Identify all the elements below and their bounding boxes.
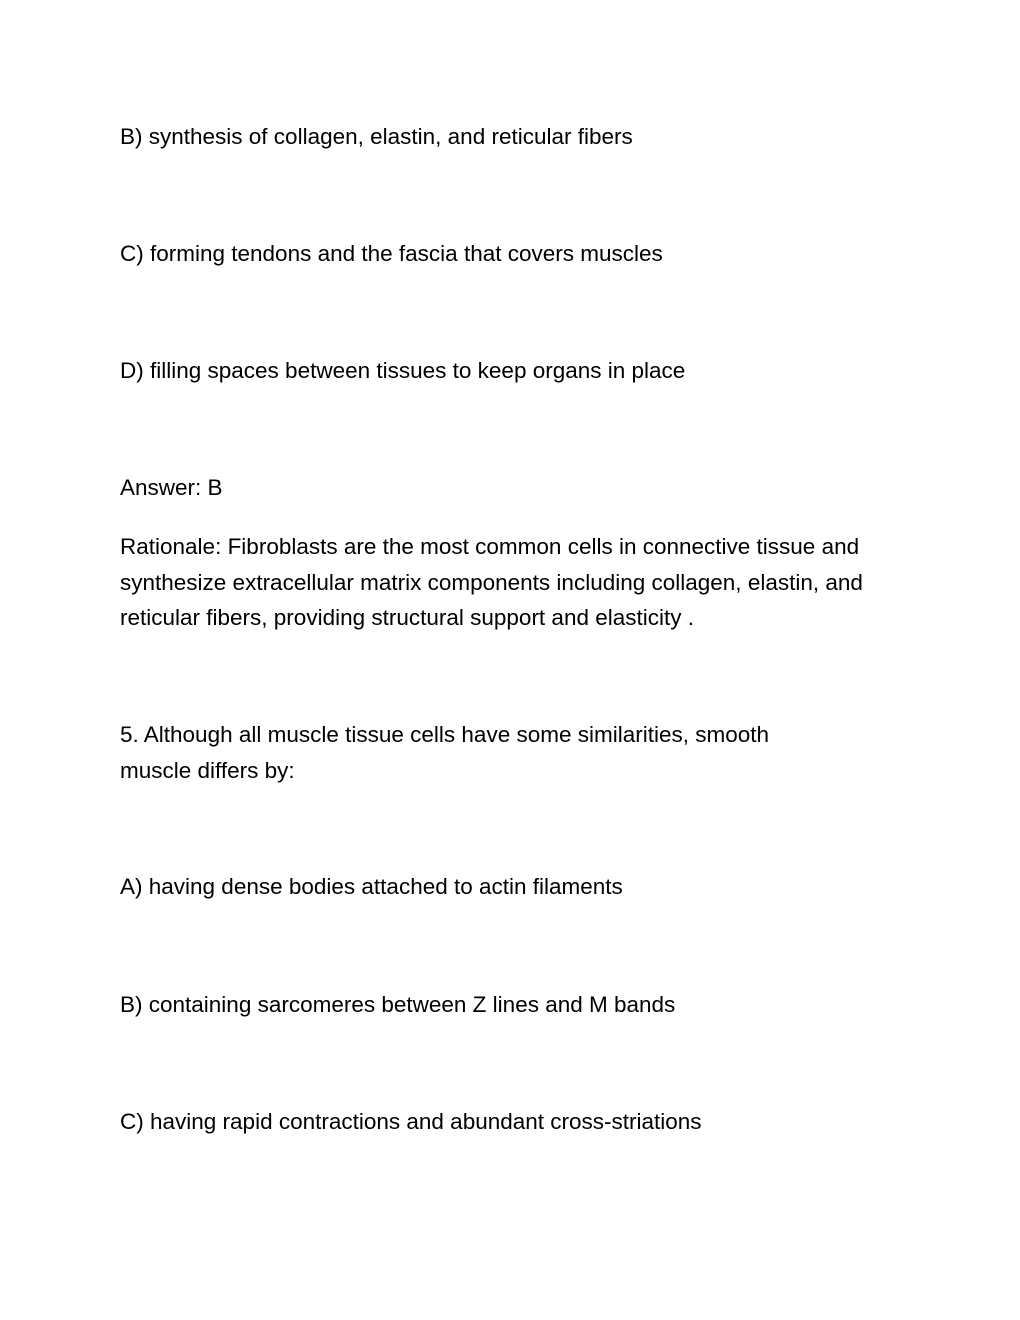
q4-answer: Answer: B — [120, 475, 223, 500]
q5-option-c: C) having rapid contractions and abundant cross-striations — [120, 1109, 702, 1134]
q4-option-b: B) synthesis of collagen, elastin, and reticular fibers — [120, 124, 633, 149]
q4-rationale: Rationale: Fibroblasts are the most common cells in connective tissue and synthesize extracellular matrix components including collagen, elastin, and reticular fibers, providing structural support and elasticity . — [120, 534, 863, 630]
q5-option-b: B) containing sarcomeres between Z lines and M bands — [120, 992, 676, 1017]
q5-stem: 5. Although all muscle tissue cells have some similarities, smooth muscle differs by: — [120, 722, 770, 783]
q4-option-c: C) forming tendons and the fascia that covers muscles — [120, 241, 663, 266]
q5-option-a: A) having dense bodies attached to actin filaments — [120, 874, 623, 899]
q4-option-d: D) filling spaces between tissues to keep organs in place — [120, 358, 686, 383]
